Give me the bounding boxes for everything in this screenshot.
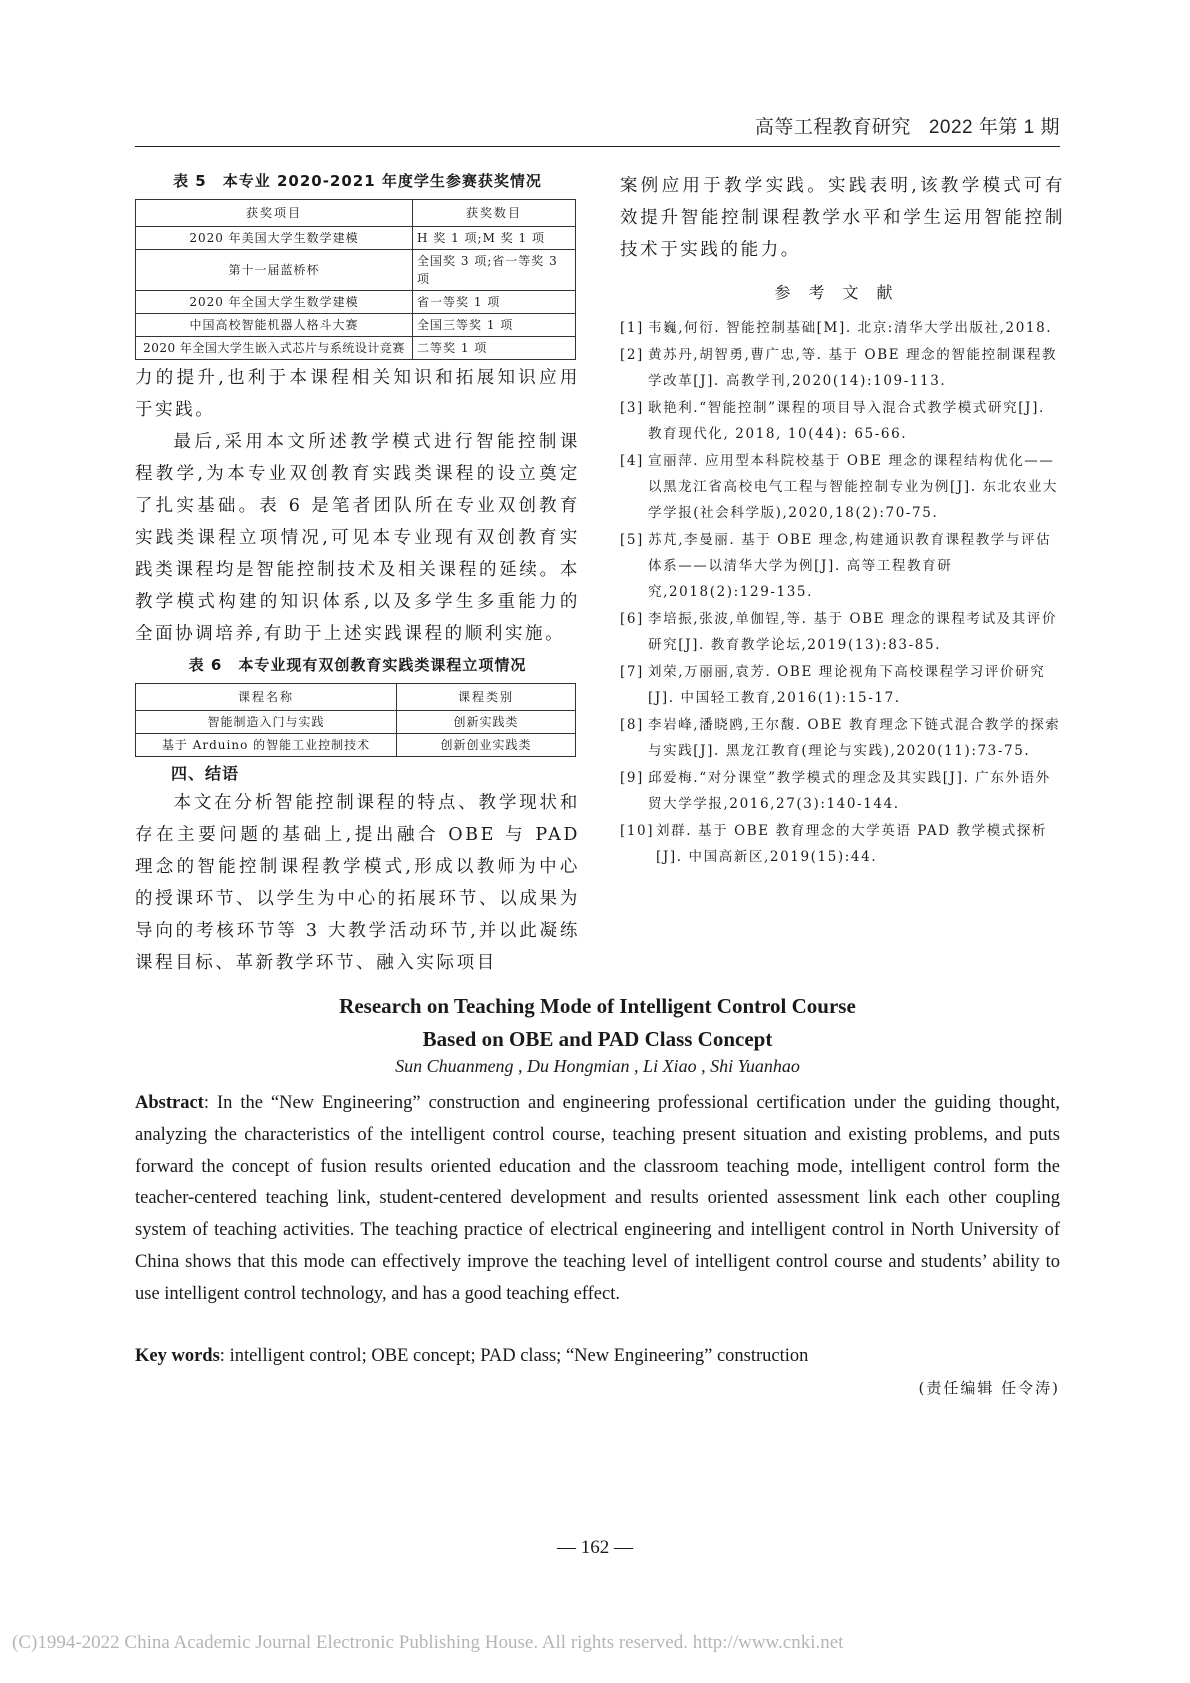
header-rule xyxy=(135,146,1060,147)
reference-number: [6] xyxy=(620,611,644,627)
reference-text: 韦巍,何衍. 智能控制基础[M]. 北京:清华大学出版社,2018. xyxy=(648,320,1053,336)
table5-header-row xyxy=(136,200,576,227)
keywords-label: Key words xyxy=(135,1346,220,1366)
table-row xyxy=(136,734,576,757)
reference-text: 黄苏丹,胡智勇,曹广忠,等. 基于 OBE 理念的智能控制课程教学改革[J]. 高教学刊,2020(14):109-113. xyxy=(648,347,1058,389)
table6-header-name: 课程名称 xyxy=(136,684,397,711)
reference-number: [4] xyxy=(620,453,644,469)
table6-title: 表 6 本专业现有双创教育实践类课程立项情况 xyxy=(188,656,527,674)
body-paragraph: 本文在分析智能控制课程的特点、教学现状和存在主要问题的基础上,提出融合 OBE 与 PAD 理念的智能控制课程教学模式,形成以教师为中心的授课环节、以学生为中心的拓展环节、以成果为导向的考核环节等 3 大教学活动环节,并以此凝练课程目标、革新教学环节、融入实际项目 xyxy=(135,793,580,973)
english-keywords: Key words: intelligent control; OBE concept; PAD class; “New Engineering” construction xyxy=(135,1346,809,1366)
reference-number: [9] xyxy=(620,770,644,786)
abstract-label: Abstract xyxy=(135,1093,204,1113)
reference-text: 耿艳利.“智能控制”课程的项目导入混合式教学模式研究[J]. 教育现代化, 2018, 10(44): 65-66. xyxy=(648,400,1045,442)
table5-header-item: 获奖项目 xyxy=(136,200,413,227)
page-number: — 162 — xyxy=(557,1537,633,1558)
reference-text: 宣丽萍. 应用型本科院校基于 OBE 理念的课程结构优化——以黑龙江省高校电气工程与智能控制专业为例[J]. 东北农业大学学报(社会科学版),2020,18(2):70-75. xyxy=(648,453,1059,521)
responsible-editor: (责任编辑 任令涛) xyxy=(918,1379,1060,1397)
table-row xyxy=(136,227,576,250)
reference-number: [10] xyxy=(620,823,655,839)
keywords-text: intelligent control; OBE concept; PAD class; “New Engineering” construction xyxy=(229,1346,809,1366)
table-row xyxy=(136,337,576,360)
reference-list xyxy=(620,315,1065,870)
body-paragraph: 力的提升,也利于本课程相关知识和拓展知识应用于实践。 xyxy=(135,368,580,420)
english-authors: Sun Chuanmeng , Du Hongmian , Li Xiao , Shi Yuanhao xyxy=(395,1056,800,1076)
table-row xyxy=(136,711,576,734)
reference-item xyxy=(620,765,1065,817)
table5-cell-count: H 奖 1 项;M 奖 1 项 xyxy=(413,227,576,250)
reference-item xyxy=(620,712,1065,764)
table6 xyxy=(135,683,576,757)
table5-cell-item: 2020 年全国大学生嵌入式芯片与系统设计竞赛 xyxy=(136,337,413,360)
reference-item xyxy=(620,395,1065,447)
table5 xyxy=(135,199,576,360)
reference-item xyxy=(620,315,1065,341)
reference-number: [5] xyxy=(620,532,644,548)
section-heading: 四、结语 xyxy=(171,764,240,783)
english-title-line: Based on OBE and PAD Class Concept xyxy=(422,1027,773,1051)
table5-title: 表 5 本专业 2020-2021 年度学生参赛获奖情况 xyxy=(173,172,542,190)
table6-header-row xyxy=(136,684,576,711)
english-abstract: Abstract: In the “New Engineering” construction and engineering professional certification under the guiding thought, analyzing the characteristics of the intelligent control course, teaching present situation and existing problems, and puts forward the concept of fusion results oriented education and the classroom teaching mode, intelligent control form the teacher-centered teaching link, student-centered development and results oriented assessment link each other coupling system of teaching activities. The teaching practice of electrical engineering and intelligent control in North University of China shows that this mode can effectively improve the teaching level of intelligent control course and students’ ability to use intelligent control technology, and has a good teaching effect. xyxy=(135,1093,1060,1304)
reference-item xyxy=(620,818,1065,870)
reference-text: 李岩峰,潘晓鸥,王尔馥. OBE 教育理念下链式混合教学的探索与实践[J]. 黑龙江教育(理论与实践),2020(11):73-75. xyxy=(648,717,1061,759)
table6-header-type: 课程类别 xyxy=(397,684,576,711)
body-paragraph: 最后,采用本文所述教学模式进行智能控制课程教学,为本专业双创教育实践类课程的设立奠定了扎实基础。表 6 是笔者团队所在专业双创教育实践类课程立项情况,可见本专业现有双创教育实践类课程均是智能控制技术及相关课程的延续。本教学模式构建的知识体系,以及多学生多重能力的全面协调培养,有助于上述实践课程的顺利实施。 xyxy=(135,432,580,644)
reference-item xyxy=(620,606,1065,658)
table5-cell-count: 全国奖 3 项;省一等奖 3 项 xyxy=(413,250,576,291)
running-header xyxy=(135,112,1060,139)
table-row xyxy=(136,250,576,291)
table6-cell-type: 创新创业实践类 xyxy=(397,734,576,757)
table5-cell-item: 2020 年美国大学生数学建模 xyxy=(136,227,413,250)
table5-cell-item: 第十一届蓝桥杯 xyxy=(136,250,413,291)
reference-number: [1] xyxy=(620,320,644,336)
reference-text: 苏芃,李曼丽. 基于 OBE 理念,构建通识教育课程教学与评估体系——以清华大学为例[J]. 高等工程教育研究,2018(2):129-135. xyxy=(648,532,1052,600)
table-row xyxy=(136,314,576,337)
reference-text: 刘群. 基于 OBE 教育理念的大学英语 PAD 教学模式探析[J]. 中国高新区,2019(15):44. xyxy=(656,823,1048,865)
reference-number: [8] xyxy=(620,717,644,733)
issue-label: 2022 年第 1 期 xyxy=(928,117,1060,138)
body-paragraph: 案例应用于教学实践。实践表明,该教学模式可有效提升智能控制课程教学水平和学生运用智能控制技术于实践的能力。 xyxy=(620,176,1065,260)
reference-number: [2] xyxy=(620,347,644,363)
reference-item xyxy=(620,659,1065,711)
reference-number: [7] xyxy=(620,664,644,680)
english-title xyxy=(135,990,1060,1056)
table5-cell-count: 省一等奖 1 项 xyxy=(413,291,576,314)
left-column xyxy=(135,170,580,979)
english-title-line: Research on Teaching Mode of Intelligent Control Course xyxy=(339,994,856,1018)
reference-text: 邱爱梅.“对分课堂”教学模式的理念及其实践[J]. 广东外语外贸大学学报,2016,27(3):140-144. xyxy=(648,770,1051,812)
table-row xyxy=(136,291,576,314)
right-column xyxy=(620,170,1065,871)
table5-cell-count: 二等奖 1 项 xyxy=(413,337,576,360)
abstract-text: In the “New Engineering” construction and engineering professional certification under the guiding thought, analyzing the characteristics of the intelligent control course, teaching present situation and existing problems, and puts forward the concept of fusion results oriented education and the classroom teaching mode, intelligent control form the teacher-centered teaching link, student-centered development and results oriented assessment link each other coupling system of teaching activities. The teaching practice of electrical engineering and intelligent control in North University of China shows that this mode can effectively improve the teaching level of intelligent control course and students’ ability to use intelligent control technology, and has a good teaching effect. xyxy=(135,1093,1060,1304)
table6-cell-name: 基于 Arduino 的智能工业控制技术 xyxy=(136,734,397,757)
table5-cell-item: 2020 年全国大学生数学建模 xyxy=(136,291,413,314)
reference-number: [3] xyxy=(620,400,644,416)
reference-item xyxy=(620,448,1065,526)
reference-item xyxy=(620,342,1065,394)
reference-text: 刘荣,万丽丽,袁芳. OBE 理论视角下高校课程学习评价研究[J]. 中国轻工教育,2016(1):15-17. xyxy=(648,664,1046,706)
table6-cell-name: 智能制造入门与实践 xyxy=(136,711,397,734)
table5-cell-item: 中国高校智能机器人格斗大赛 xyxy=(136,314,413,337)
references-title: 参考文献 xyxy=(774,283,911,302)
table6-cell-type: 创新实践类 xyxy=(397,711,576,734)
copyright-notice: (C)1994-2022 China Academic Journal Electronic Publishing House. All rights reserved. http://www.cnki.net xyxy=(12,1632,844,1653)
reference-text: 李培振,张波,单伽锃,等. 基于 OBE 理念的课程考试及其评价研究[J]. 教育教学论坛,2019(13):83-85. xyxy=(648,611,1058,653)
table5-cell-count: 全国三等奖 1 项 xyxy=(413,314,576,337)
journal-name: 高等工程教育研究 xyxy=(754,117,911,138)
reference-item xyxy=(620,527,1065,605)
table5-header-count: 获奖数目 xyxy=(413,200,576,227)
